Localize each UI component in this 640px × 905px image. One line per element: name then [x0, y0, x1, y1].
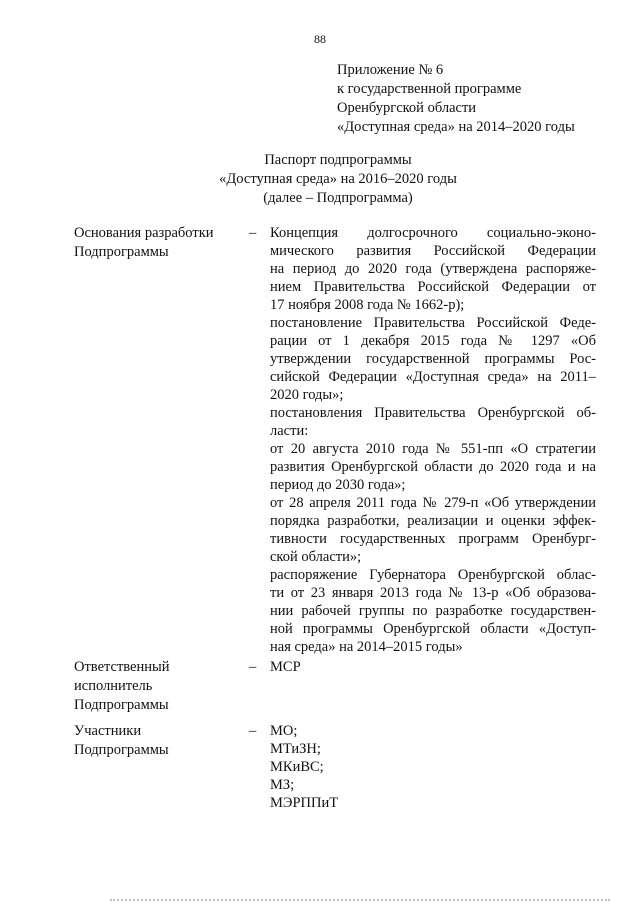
row-label	[74, 658, 234, 715]
content-line: развития Оренбургской области до 2020 года и на	[270, 459, 596, 475]
passport-title	[0, 151, 640, 208]
row-participants	[74, 722, 594, 822]
row-content	[270, 224, 596, 656]
row-development-grounds	[74, 224, 596, 655]
content-line: ной программы Оренбургской области «Доступ-	[270, 621, 596, 637]
content-line: МЭРППиТ	[270, 795, 339, 811]
content-line: МО;	[270, 723, 298, 739]
content-line: постановления Правительства Оренбургской об-	[270, 405, 596, 421]
content-line: от 20 августа 2010 года № 551-пп «О стратегии	[270, 441, 596, 457]
content-line: ти от 23 января 2013 года № 13-р «Об образова-	[270, 585, 596, 601]
row-label	[74, 224, 234, 262]
content-line: МТиЗН;	[270, 741, 321, 757]
passport-title-line: (далее – Подпрограмма)	[263, 190, 413, 206]
content-line: распоряжение Губернатора Оренбургской облас-	[270, 567, 596, 583]
page-number: 88	[314, 32, 326, 46]
content-line: утверждении государственной программы Рос-	[270, 351, 596, 367]
content-line: 2020 годы»;	[270, 387, 344, 403]
appendix-line: Оренбургской области	[337, 100, 477, 116]
row-dash: –	[249, 225, 257, 241]
content-line: ласти:	[270, 423, 309, 439]
content-line: порядка разработки, реализации и оценки эффек-	[270, 513, 596, 529]
row-responsible-executor	[74, 658, 594, 718]
content-line: период до 2030 года»;	[270, 477, 406, 493]
row-content	[270, 658, 596, 676]
content-line: от 28 апреля 2011 года № 279-п «Об утверждении	[270, 495, 596, 511]
row-content	[270, 722, 596, 812]
content-line: нием Правительства Российской Федерации от	[270, 279, 596, 295]
row-label-line: Подпрограммы	[74, 244, 169, 260]
content-line: мического развития Российской Федерации	[270, 243, 596, 259]
passport-title-line: Паспорт подпрограммы	[264, 152, 412, 168]
content-line: МКиВС;	[270, 759, 324, 775]
row-label-line: Подпрограммы	[74, 742, 169, 758]
scan-artifact	[110, 899, 610, 903]
row-label	[74, 722, 234, 760]
content-line: ная среда» на 2014–2015 годы»	[270, 639, 463, 655]
row-label-line: Участники	[74, 723, 142, 739]
content-line: постановление Правительства Российской Феде-	[270, 315, 596, 331]
content-line: МЗ;	[270, 777, 295, 793]
appendix-line: к государственной программе	[337, 81, 522, 97]
content-line: ской области»;	[270, 549, 362, 565]
content-line: Концепция долгосрочного социально-эконо-	[270, 225, 596, 241]
content-line: МСР	[270, 659, 301, 675]
row-label-line: Подпрограммы	[74, 697, 169, 713]
row-label-line: Основания разработки	[74, 225, 214, 241]
row-dash: –	[249, 723, 257, 739]
row-label-line: исполнитель	[74, 678, 153, 694]
content-line: 17 ноября 2008 года № 1662-р);	[270, 297, 465, 313]
row-label-line: Ответственный	[74, 659, 170, 675]
content-line: на период до 2020 года (утверждена распоряже-	[270, 261, 596, 277]
row-dash: –	[249, 659, 257, 675]
content-line: тивности государственных программ Оренбург-	[270, 531, 596, 547]
appendix-line: «Доступная среда» на 2014–2020 годы	[337, 119, 575, 135]
appendix-line: Приложение № 6	[337, 62, 444, 78]
content-line: сийской Федерации «Доступная среда» на 2011–	[270, 369, 596, 385]
appendix-header	[337, 61, 575, 137]
content-line: рации от 1 декабря 2015 года № 1297 «Об	[270, 333, 596, 349]
content-line: нии рабочей группы по разработке государствен-	[270, 603, 596, 619]
passport-title-line: «Доступная среда» на 2016–2020 годы	[219, 171, 457, 187]
